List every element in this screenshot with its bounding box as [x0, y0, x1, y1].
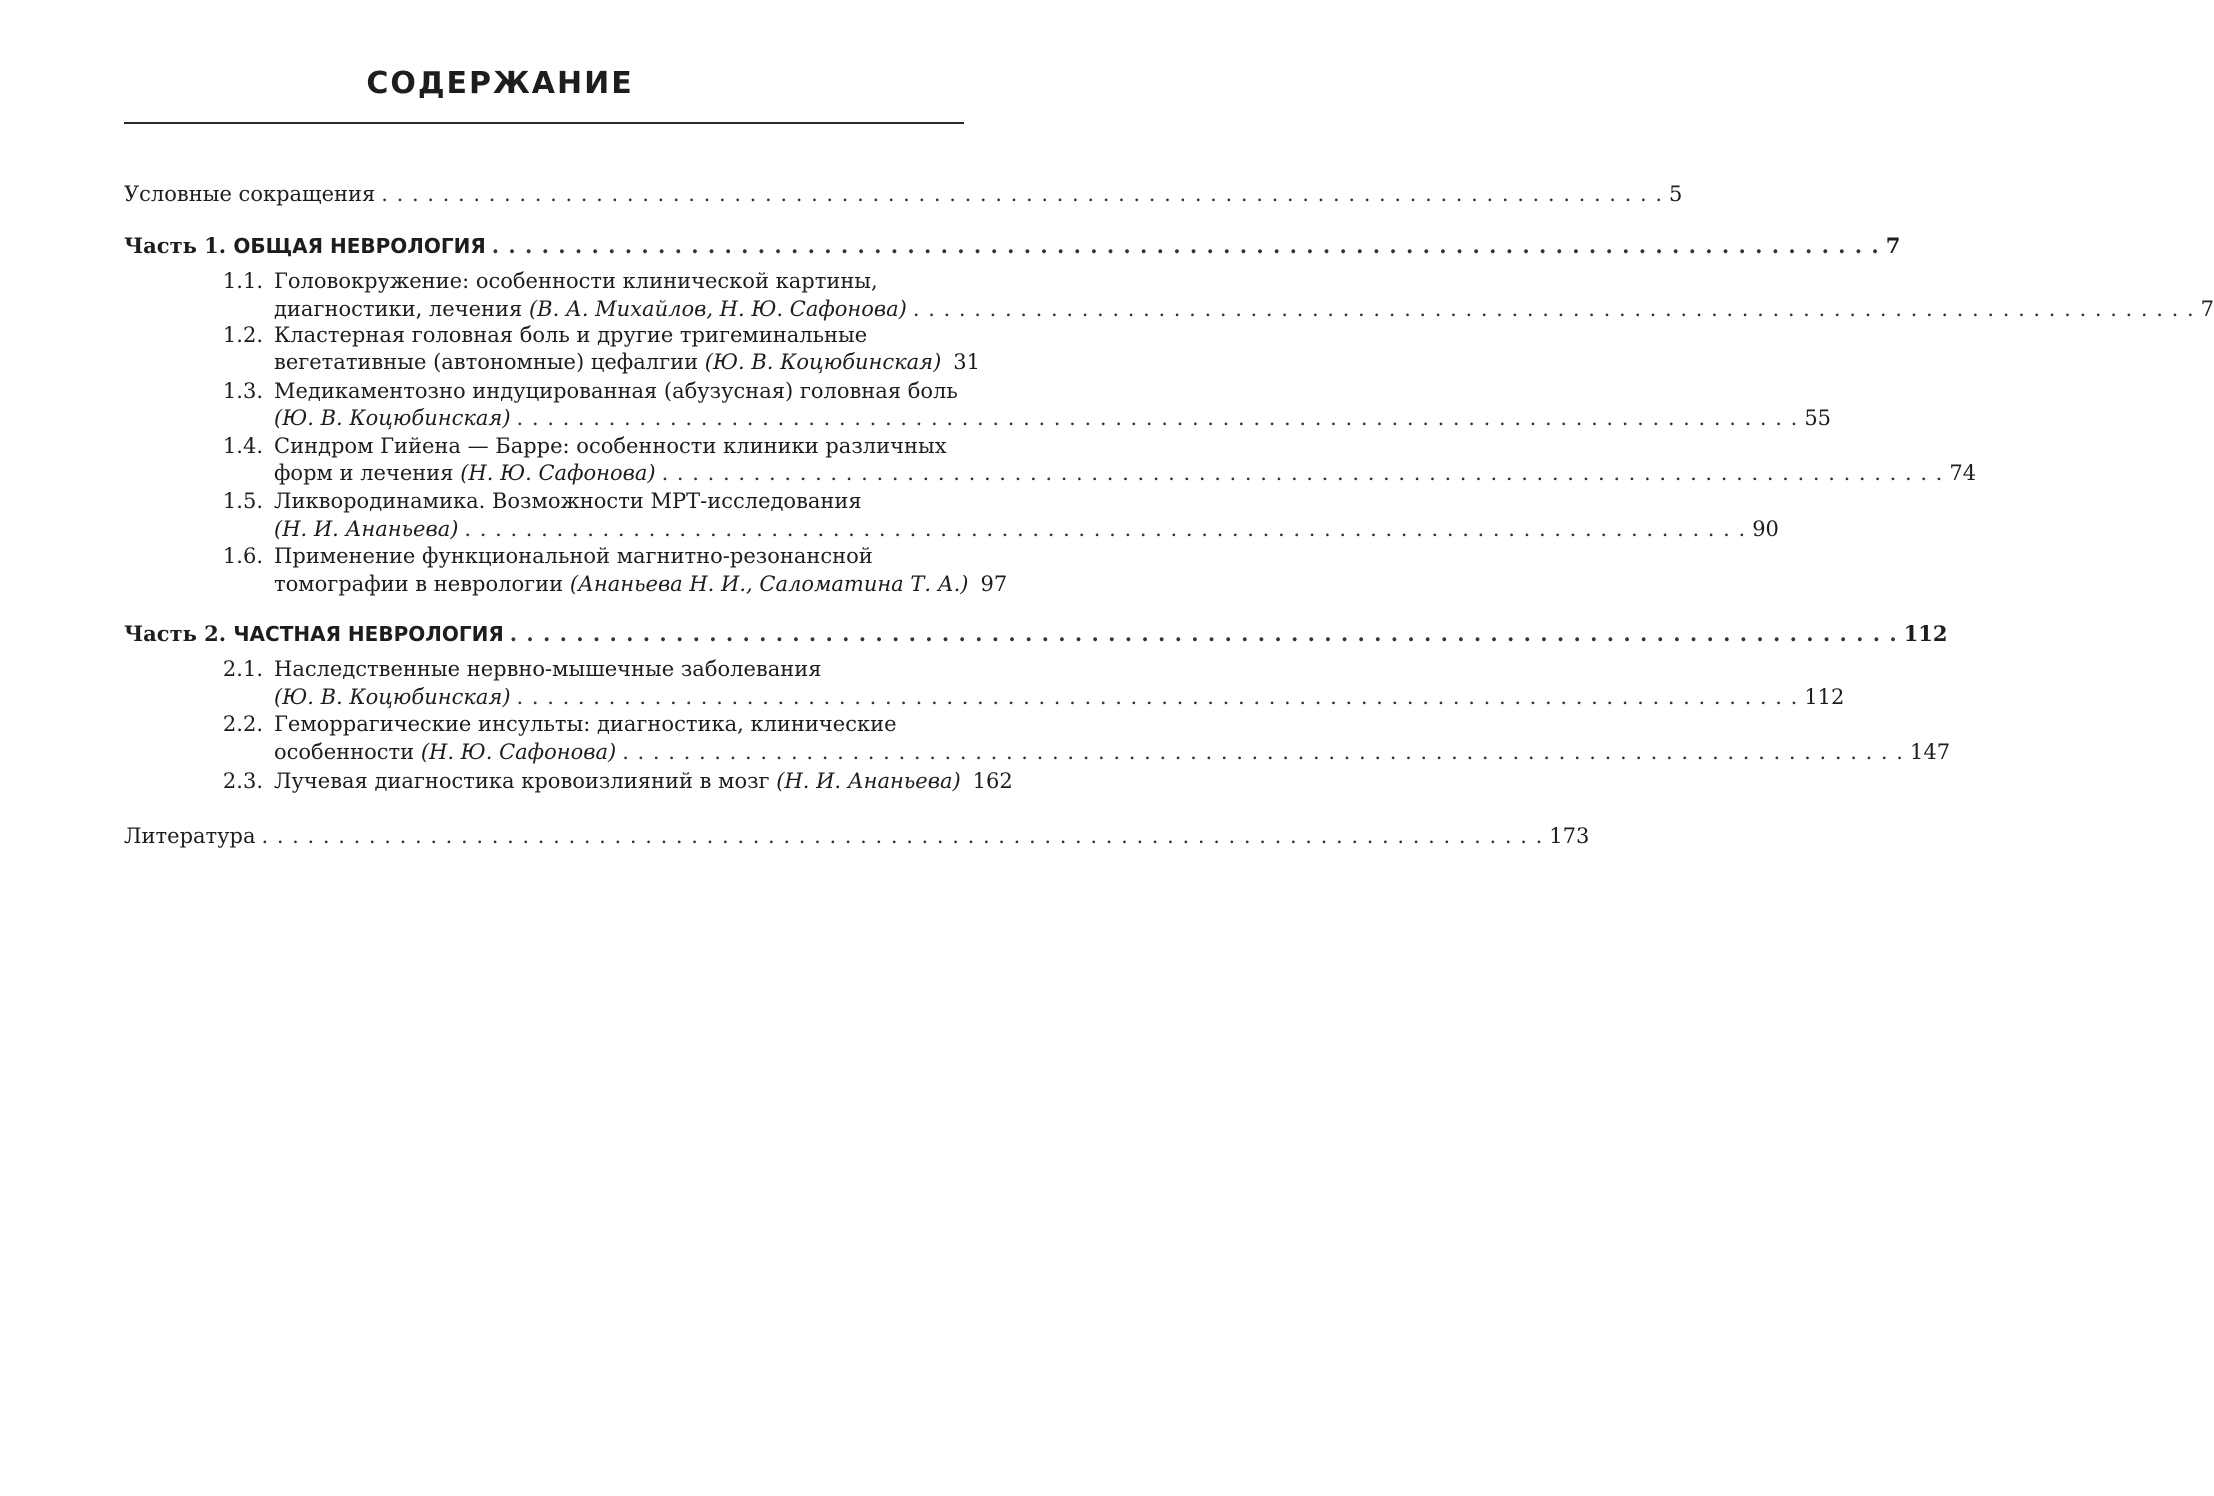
- toc-entry-2-2[interactable]: [274, 738, 1951, 766]
- toc-entry-1-1[interactable]: [274, 295, 2214, 323]
- section-title-line[interactable]: Синдром Гийена — Барре: особенности клиники различных: [274, 434, 947, 458]
- toc-page-number: 7: [1885, 233, 1901, 258]
- toc-page-number: 55: [1804, 406, 1832, 430]
- toc-page-number: 97: [980, 572, 1008, 596]
- dot-leader: [517, 683, 1799, 711]
- toc-page-number: 112: [1804, 685, 1845, 709]
- section-authors: (Н. И. Ананьева): [776, 769, 961, 793]
- section-title-line: особенности: [274, 740, 415, 764]
- section-title-line: вегетативные (автономные) цефалгии: [274, 350, 699, 374]
- part-title: ОБЩАЯ НЕВРОЛОГИЯ: [233, 234, 486, 258]
- toc-page-number: 7: [2200, 297, 2214, 321]
- section-authors: (Ананьева Н. И., Саломатина Т. А.): [569, 572, 969, 596]
- section-authors: (Ю. В. Коцюбинская): [704, 350, 942, 374]
- toc-page-number: 162: [972, 769, 1013, 793]
- section-title-line: форм и лечения: [274, 461, 454, 485]
- section-authors: (Ю. В. Коцюбинская): [274, 685, 511, 709]
- toc-page-number: 5: [1669, 182, 1683, 206]
- toc-entry-1-3[interactable]: [274, 404, 1832, 432]
- section-number: 1.2.: [222, 323, 263, 347]
- section-authors: (В. А. Михайлов, Н. Ю. Сафонова): [528, 297, 907, 321]
- part-prefix: Часть 1.: [124, 233, 227, 258]
- part-title: ЧАСТНАЯ НЕВРОЛОГИЯ: [233, 622, 504, 646]
- section-title-line: томографии в неврологии: [274, 572, 564, 596]
- section-authors: (Н. Ю. Сафонова): [420, 740, 617, 764]
- dot-leader: [261, 822, 1543, 850]
- dot-leader: [464, 515, 1746, 543]
- section-title-line[interactable]: Применение функциональной магнитно-резонансной: [274, 544, 873, 568]
- section-number: 1.3.: [222, 379, 263, 403]
- dot-leader: [381, 180, 1663, 208]
- toc-page-number: 147: [1909, 740, 1951, 764]
- toc-entry-1-6[interactable]: [274, 570, 1008, 598]
- toc-page-number: 74: [1949, 461, 1977, 485]
- part-prefix: Часть 2.: [124, 621, 227, 646]
- section-number: 1.6.: [222, 544, 263, 568]
- title-divider: [124, 122, 964, 124]
- section-authors: (Н. И. Ананьева): [274, 517, 459, 541]
- toc-entry-abbreviations[interactable]: [124, 180, 1683, 208]
- toc-entry-literature[interactable]: [124, 822, 1590, 850]
- toc-part-1[interactable]: [124, 232, 1901, 260]
- toc-entry-1-5[interactable]: [274, 515, 1779, 543]
- section-authors: (Ю. В. Коцюбинская): [274, 406, 511, 430]
- dot-leader: [662, 459, 1944, 487]
- toc-page-number: 173: [1549, 824, 1590, 848]
- toc-entry-1-2[interactable]: [274, 348, 981, 376]
- dot-leader: [510, 620, 1898, 648]
- toc-entry-2-1[interactable]: [274, 683, 1845, 711]
- section-authors: (Н. Ю. Сафонова): [460, 461, 656, 485]
- toc-entry-text: Условные сокращения: [124, 182, 376, 206]
- section-number: 1.1.: [222, 269, 263, 293]
- section-title-line: Лучевая диагностика кровоизлияний в мозг: [274, 769, 770, 793]
- section-number: 1.4.: [222, 434, 263, 458]
- dot-leader: [622, 738, 1904, 766]
- section-title-line: диагностики, лечения: [274, 297, 523, 321]
- toc-entry-text: Литература: [124, 824, 256, 848]
- dot-leader: [517, 404, 1799, 432]
- section-number: 2.1.: [222, 657, 263, 681]
- section-number: 1.5.: [222, 489, 263, 513]
- section-number: 2.2.: [222, 712, 263, 736]
- toc-page-number: 31: [953, 350, 981, 374]
- section-title-line[interactable]: Головокружение: особенности клинической картины,: [274, 269, 878, 293]
- section-title-line[interactable]: Геморрагические инсульты: диагностика, клинические: [274, 712, 897, 736]
- section-title-line[interactable]: Медикаментозно индуцированная (абузусная) головная боль: [274, 379, 958, 403]
- dot-leader: [913, 295, 2195, 323]
- dot-leader: [492, 232, 1880, 260]
- section-number: 2.3.: [222, 769, 263, 793]
- section-title-line[interactable]: Ликвородинамика. Возможности МРТ-исследования: [274, 489, 862, 513]
- section-title-line[interactable]: Кластерная головная боль и другие тригеминальные: [274, 323, 868, 347]
- toc-page-number: 112: [1903, 621, 1948, 646]
- toc-entry-1-4[interactable]: [274, 459, 1977, 487]
- toc-part-2[interactable]: [124, 620, 1948, 648]
- toc-page-number: 90: [1752, 517, 1779, 541]
- toc-entry-2-3[interactable]: [274, 767, 1013, 795]
- section-title-line[interactable]: Наследственные нервно-мышечные заболевания: [274, 657, 822, 681]
- page-title: СОДЕРЖАНИЕ: [366, 66, 634, 101]
